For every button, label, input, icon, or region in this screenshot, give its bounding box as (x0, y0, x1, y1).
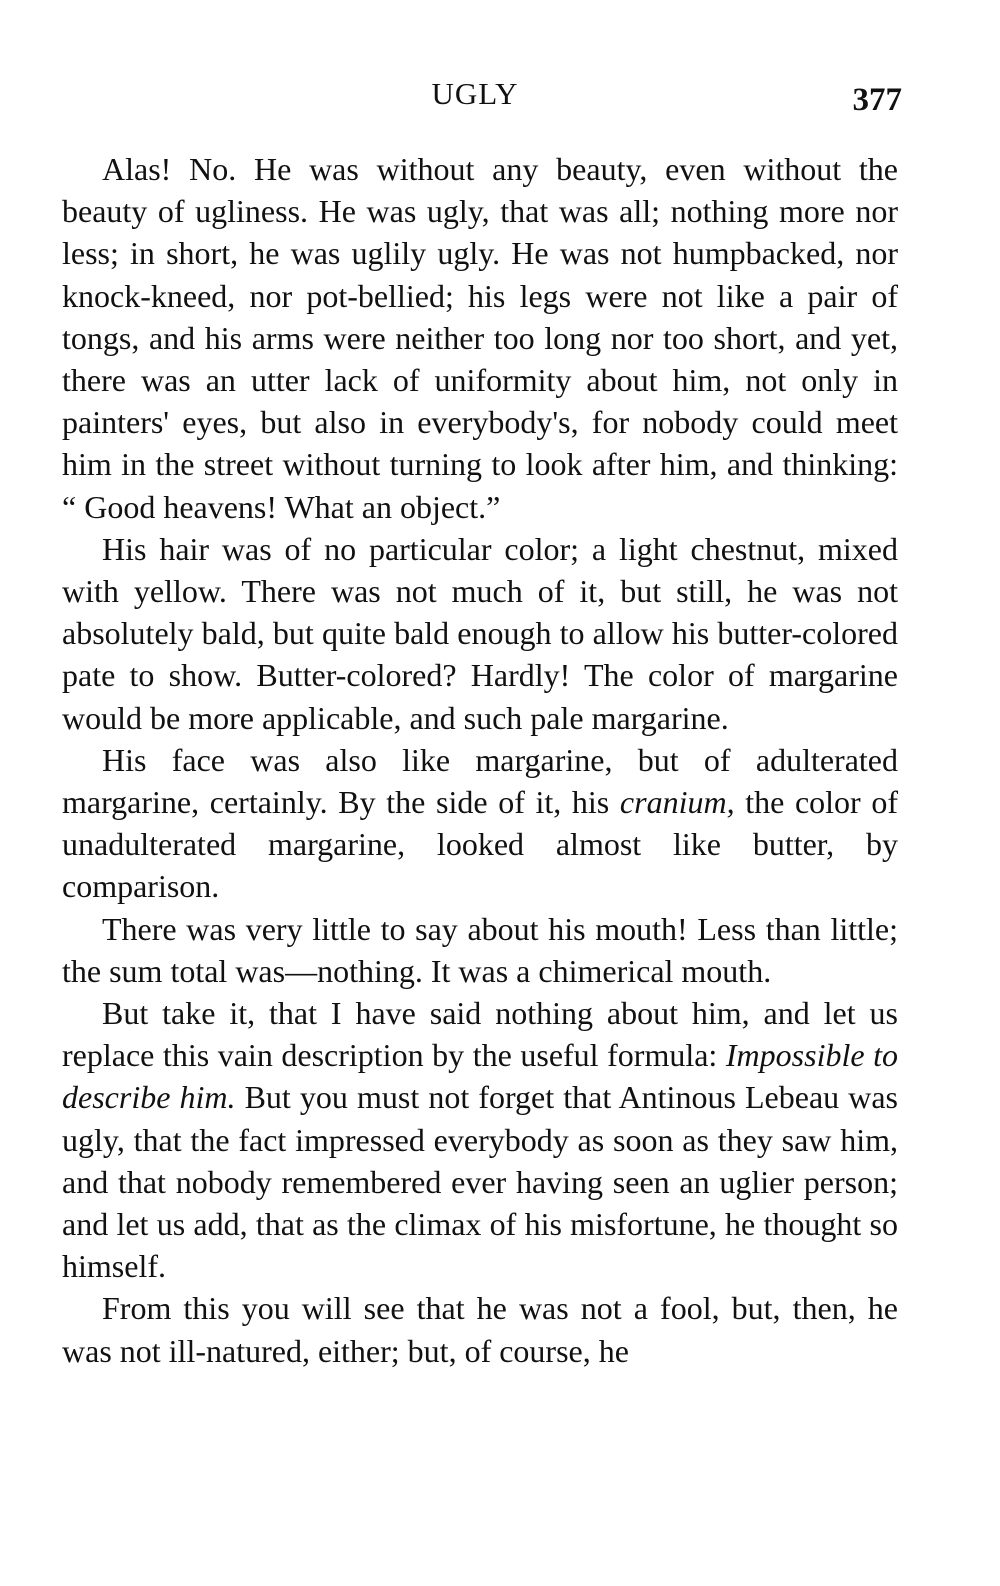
text-run: But you must not forget that Antinous Lebeau was ugly, that the fact impressed everybody as soon as they saw him, and that nobody remembered ever having seen an uglier person; and let us add, that as the climax of his misfortune, he thought so himself. (62, 1079, 899, 1285)
text-run: There was very little to say about his mouth! Less than little; the sum total was—nothing. It was a chimerical mouth. (62, 910, 898, 989)
text-run: But take it, that I have said nothing about him, and let us replace this vain description by the useful formula: (62, 995, 898, 1074)
paragraph (62, 908, 898, 992)
text-run: From this you will see that he was not a fool, but, then, he was not ill-natured, either; but, of course, he (62, 1290, 898, 1369)
running-header (0, 74, 1000, 118)
text-run: the color of unadulterated margarine, looked almost like butter, by comparison. (62, 784, 899, 905)
italic-text-run: cranium, (619, 784, 735, 821)
page-number: 377 (852, 82, 902, 118)
paragraph (62, 739, 898, 908)
body-text (62, 148, 898, 1372)
paragraph (62, 1287, 898, 1371)
text-run: Alas! No. He was without any beauty, even without the beauty of ugliness. He was ugly, that was all; nothing more nor less; in short, he was uglily ugly. He was not humpbacked, nor knock-kneed, nor pot-bellied; his legs were not like a pair of tongs, and his arms were neither too long nor too short, and yet, there was an utter lack of uniformity about him, not only in painters' eyes, but also in everybody's, for nobody could meet him in the street without turning to look after him, and thinking: “ Good heavens! What an object.” (62, 151, 898, 525)
italic-text-run: Impossible to describe him. (62, 1037, 899, 1116)
running-title: UGLY (431, 76, 519, 111)
paragraph (62, 148, 898, 528)
paragraph (62, 528, 898, 739)
text-run: His hair was of no particular color; a light chestnut, mixed with yellow. There was not much of it, but still, he was not absolutely bald, but quite bald enough to allow his butter-colored pate to show. Butter-colored? Hardly! The color of margarine would be more applicable, and such pale margarine. (62, 530, 898, 736)
paragraph (62, 992, 898, 1287)
text-run: His face was also like margarine, but of adulterated margarine, certainly. By the side of it, his (62, 741, 898, 821)
